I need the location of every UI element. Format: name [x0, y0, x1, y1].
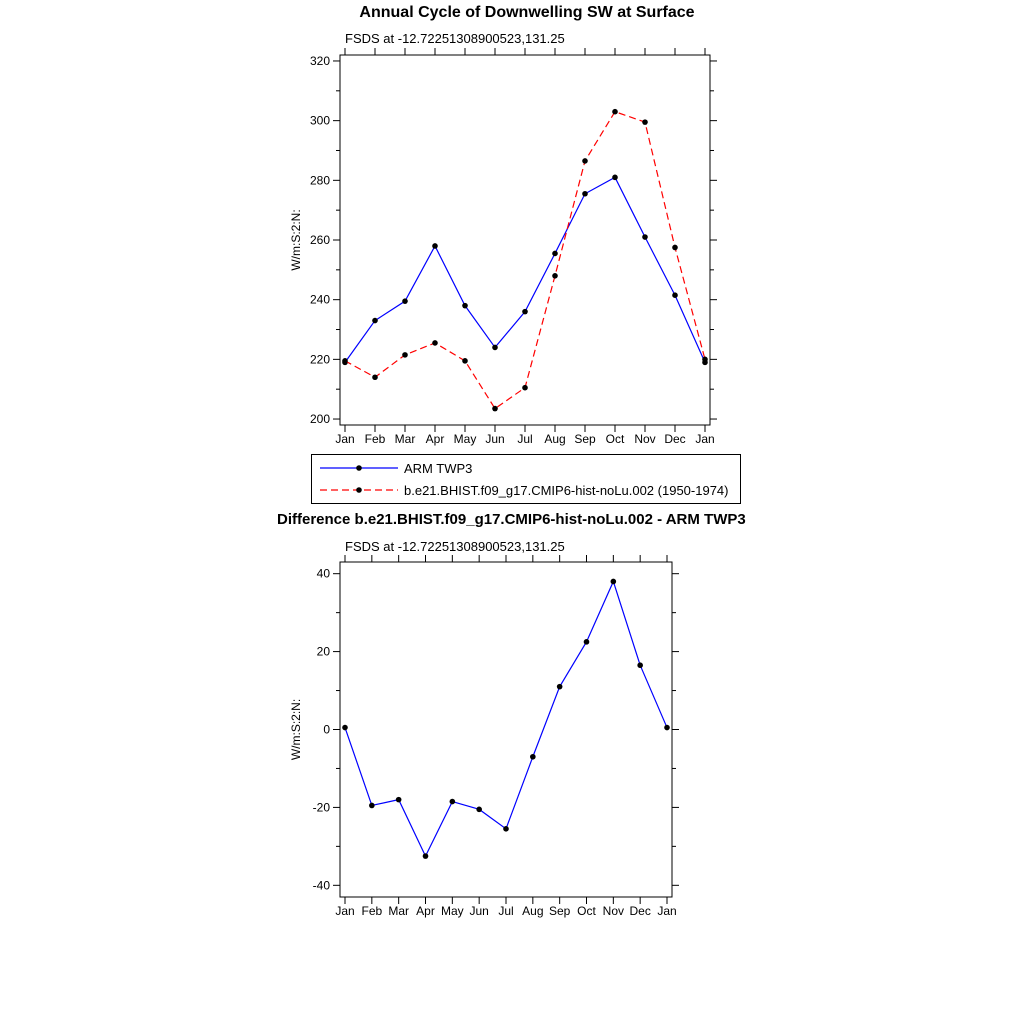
svg-text:Jul: Jul	[517, 432, 533, 446]
svg-text:Dec: Dec	[629, 904, 651, 918]
y-axis-label: W/m:S:2:N:	[289, 698, 303, 761]
svg-text:0: 0	[323, 722, 330, 737]
svg-text:Aug: Aug	[522, 904, 544, 918]
svg-text:Jan: Jan	[657, 904, 677, 918]
axes-frame	[333, 48, 717, 432]
top-chart-title: Annual Cycle of Downwelling SW at Surface	[359, 4, 695, 21]
y-axis-label: W/m:S:2:N:	[289, 209, 303, 271]
legend-entry-arm-twp3	[318, 457, 736, 479]
svg-text:-40: -40	[312, 878, 330, 893]
svg-text:Jan: Jan	[695, 432, 715, 446]
svg-text:320: 320	[309, 53, 330, 68]
legend-dot-marker	[356, 465, 362, 471]
legend-sample-model	[318, 482, 400, 498]
difference-chart-title: Difference b.e21.BHIST.f09_g17.CMIP6-hist-noLu.002 - ARM TWP3	[277, 511, 746, 528]
axes-frame	[333, 555, 679, 904]
svg-text:-20: -20	[312, 800, 330, 815]
series-0-arm-twp3	[342, 175, 708, 366]
svg-text:260: 260	[309, 233, 330, 247]
legend-label-model: b.e21.BHIST.f09_g17.CMIP6-hist-noLu.002 (1950-1974)	[404, 482, 729, 498]
svg-text:Aug: Aug	[544, 432, 566, 446]
svg-text:Jul: Jul	[498, 904, 514, 918]
legend-label-arm-twp3: ARM TWP3	[404, 460, 473, 476]
svg-text:300: 300	[309, 113, 330, 128]
svg-text:Sep: Sep	[574, 432, 596, 446]
legend-box	[311, 454, 741, 504]
svg-text:Oct: Oct	[577, 904, 596, 918]
difference-chart	[280, 552, 725, 927]
axis-tick-labels	[313, 567, 677, 918]
svg-text:Mar: Mar	[394, 432, 416, 446]
svg-text:Sep: Sep	[548, 904, 571, 918]
series-0-difference	[342, 579, 670, 859]
svg-text:220: 220	[309, 352, 330, 367]
svg-text:Jan: Jan	[335, 432, 355, 446]
svg-text:40: 40	[316, 566, 330, 581]
svg-text:Apr: Apr	[416, 904, 435, 918]
axis-tick-labels	[310, 54, 715, 446]
legend-entry-model	[318, 479, 736, 501]
svg-text:Feb: Feb	[364, 432, 386, 446]
top-chart-subtitle: FSDS at -12.72251308900523,131.25	[345, 31, 565, 46]
svg-text:Feb: Feb	[361, 904, 383, 918]
legend-dot-marker	[356, 487, 362, 493]
svg-text:May: May	[440, 904, 464, 918]
svg-text:200: 200	[309, 412, 330, 427]
svg-text:Jun: Jun	[469, 904, 489, 918]
svg-text:Jan: Jan	[335, 904, 355, 918]
svg-text:Mar: Mar	[388, 904, 410, 918]
series-1-b-e21-bhist-f09-g17-cmip6-hist	[342, 109, 708, 411]
annual-cycle-chart	[280, 45, 740, 450]
svg-text:Nov: Nov	[634, 432, 656, 446]
svg-text:Dec: Dec	[664, 432, 686, 446]
svg-text:May: May	[453, 432, 477, 446]
svg-text:Apr: Apr	[425, 432, 445, 446]
svg-text:20: 20	[316, 644, 330, 659]
svg-text:240: 240	[309, 292, 330, 307]
difference-chart-subtitle: FSDS at -12.72251308900523,131.25	[345, 539, 565, 554]
svg-text:Nov: Nov	[602, 904, 625, 918]
svg-text:Oct: Oct	[605, 432, 625, 446]
legend-sample-arm-twp3	[318, 460, 400, 476]
svg-text:280: 280	[309, 173, 330, 188]
svg-text:Jun: Jun	[485, 432, 505, 446]
